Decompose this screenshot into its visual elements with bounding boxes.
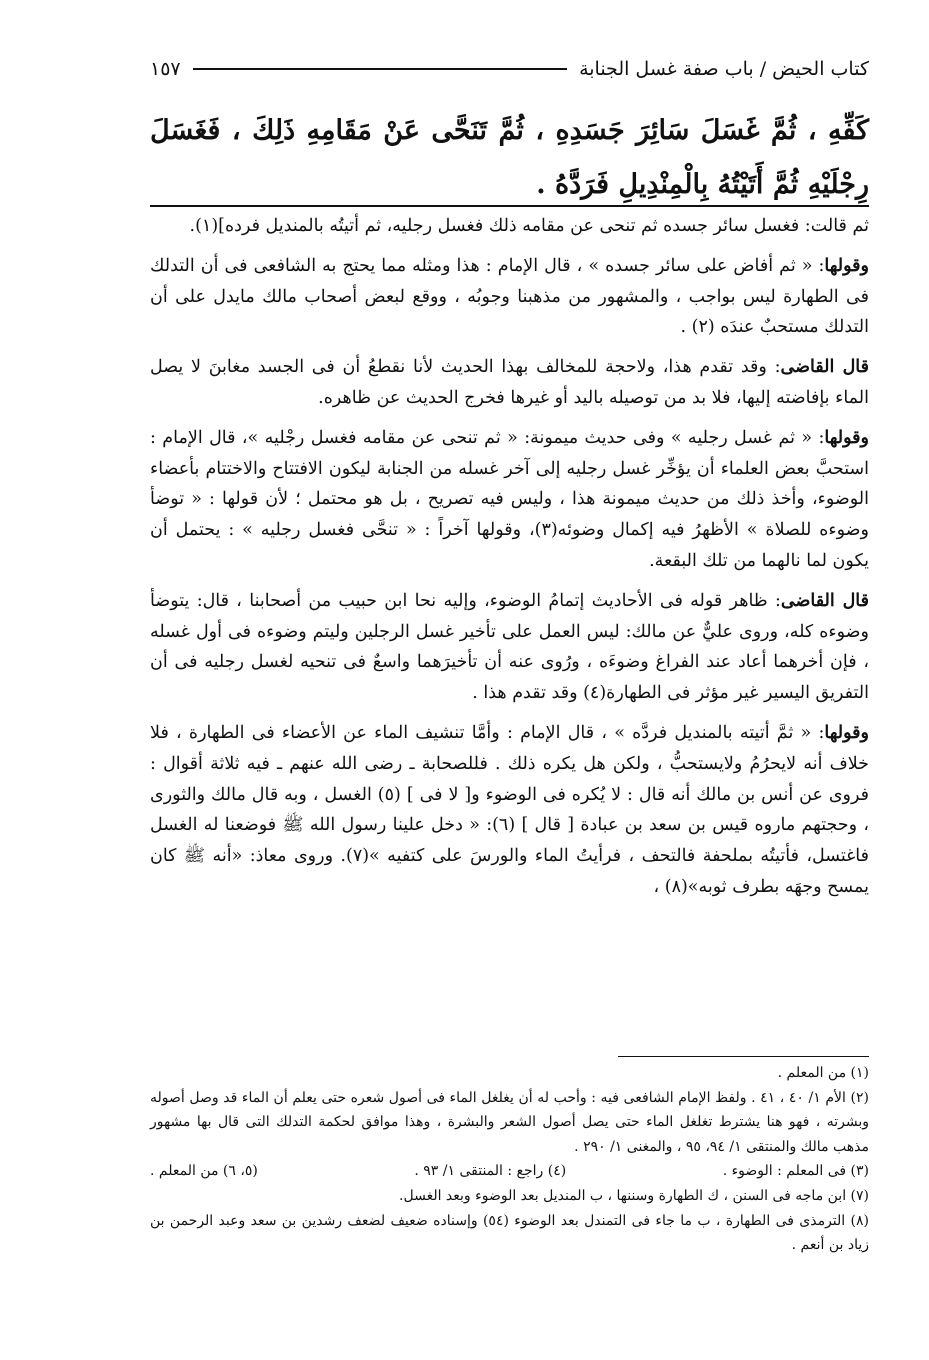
footnote: (٨) الترمذى فى الطهارة ، ب ما جاء فى التمندل بعد الوضوء (٥٤) وإسناده ضعيف لضعف رشدين بن سعد وعبد الرحمن بن زياد بن أنعم .	[150, 1212, 870, 1254]
commentary-paragraph: وقولها: « ثم أفاض على سائر جسده » ، قال الإمام : هذا ومثله مما يحتج به الشافعى فى أن التدلك فى الطهارة ليس بواجب ، والمشهور من مذهبنا وجوبُه ، ووقع لبعض أصحاب مالك مايدل على أن التدلك مستحبٌ عندَه (٢) .	[150, 255, 869, 338]
commentary-body	[150, 211, 869, 912]
footnote: (٣) فى المعلم : الوضوء .	[722, 1163, 869, 1180]
paragraph-lead: قال القاضى	[780, 590, 869, 611]
paragraph-lead: وقولها	[824, 722, 869, 743]
paragraph-lead: قال القاضى	[780, 357, 869, 378]
running-title: كتاب الحيض / باب صفة غسل الجنابة	[579, 58, 869, 80]
footnote: (٧) ابن ماجه فى السنن ، ك الطهارة وسننها ، ب المنديل بعد الوضوء وبعد الغسل.	[399, 1187, 869, 1204]
page-number: ١٥٧	[150, 58, 181, 80]
commentary-paragraph: قال القاضى: وقد تقدم هذا، ولاحجة للمخالف بهذا الحديث لأنا نقطعُ أن فى الجسد مغابنَ لا يصل الماء بإفاضته إليها، فلا بد من توصيله باليد أو غيرها فخرج الحديث عن ظاهره.	[150, 357, 869, 408]
text-separator	[150, 205, 869, 207]
footnote-separator	[618, 1056, 869, 1057]
paragraph-lead: وقولها	[824, 255, 869, 276]
hadith-text: كَفِّهِ ، ثُمَّ غَسَلَ سَائِرَ جَسَدِهِ ، ثُمَّ تَنَحَّى عَنْ مَقَامِهِ ذَلِكَ ، فَغَسَلَ رِجْلَيْهِ ثُمَّ أَتَيْتُهُ بِالْمِنْدِيلِ فَرَدَّهُ .	[150, 115, 869, 200]
footnote: (١) من المعلم .	[777, 1065, 869, 1081]
footnote-row	[150, 1159, 869, 1184]
footnote: (٢) الأم ١/ ٤٠ ، ٤١ . ولفظ الإمام الشافعى فيه : وأحب له أن يغلغل الماء فى أصول شعره حتى يعلم أن الماء قد وصل أصوله وبشرته ، فهو هنا يشترط تغلغل الماء حتى يصل أصول الشعر والبشرة ، وهذا موافق لحكمة التدلك التى قال بها مشهور مذهب مالك والمنتقى ١/ ٩٤، ٩٥ ، والمغنى ١/ ٢٩٠ .	[150, 1089, 869, 1155]
commentary-paragraph: وقولها: « ثم غسل رجليه » وفى حديث ميمونة: « ثم تنحى عن مقامه فغسل رجْليه »، قال الإمام : استحبَّ بعض العلماء أن يؤخِّر غسل رجليه إلى آخر غسله من الجنابة ليكون الافتتاح والاختتام بأعضاء الوضوء، وأخذ ذلك من حديث ميمونة هذا ، وليس فيه تصريح ، بل هو محتمل ؛ لأن قولها : « توضأ وضوءه للصلاة » الأظهرُ فيه إكمال وضوئه(٣)، وقولها آخراً : « تنحَّى فغسل رجليه » : يحتمل أن يكون لما نالهما من تلك البقعة.	[150, 427, 869, 571]
paragraph-lead: وقولها	[824, 427, 869, 448]
footnote: (٥، ٦) من المعلم .	[150, 1163, 258, 1180]
footnote: (٤) راجع : المنتقى ١/ ٩٣ .	[414, 1163, 567, 1180]
commentary-paragraph: وقولها: « ثمَّ أتيته بالمنديل فردَّه » ، قال الإمام : وأمَّا تنشيف الماء عن الأعضاء فى الطهارة ، فلا خلاف أنه لايحرُمُ ولايستحبُّ ، ولكن هل يكره ذلك . فللصحابة ـ رضى الله عنهم ـ فيه ثلاثة أقوال : فروى عن أنس بن مالك أنه قال : لا يُكره فى الوضوء و[ لا فى ] (٥) الغسل ، وبه قال مالك والثورى ، وحجتهم ماروه قيس بن سعد بن عبادة [ قال ] (٦): « دخل علينا رسول الله ﷺ فوضعنا له الغسل فاغتسل، فأتيتُه بملحفة فالتحف ، فرأيتُ الماء والورسَ على كتفيه »(٧). وروى معاذ: «أنه ﷺ كان يمسح وجهَه بطرف ثوبه»(٨) ،	[150, 722, 870, 897]
commentary-paragraph: ثم قالت: فغسل سائر جسده ثم تنحى عن مقامه ذلك فغسل رجليه، ثم أتيتُه بالمنديل فرده](١).	[189, 216, 869, 236]
header-rule	[193, 68, 567, 70]
footnotes	[150, 1061, 869, 1258]
page-header	[150, 52, 869, 86]
commentary-paragraph: قال القاضى: ظاهر قوله فى الأحاديث إتمامُ الوضوء، وإليه نحا ابن حبيب من أصحابنا ، قال: يتوضأ وضوءه كله، وروى عليٌّ عن مالك: ليس العمل على تأخير غسل الرجلين وليتم وضوءه فى أول غسله ، فإن أخرهما أعاد عند الفراغ وضوءَه ، ورُوى عنه أن تأخيرَهما واسعٌ فى تنحيه لغسل رجليه فى أن التفريق اليسير غير مؤثر فى الطهارة(٤) وقد تقدم هذا .	[150, 590, 869, 704]
